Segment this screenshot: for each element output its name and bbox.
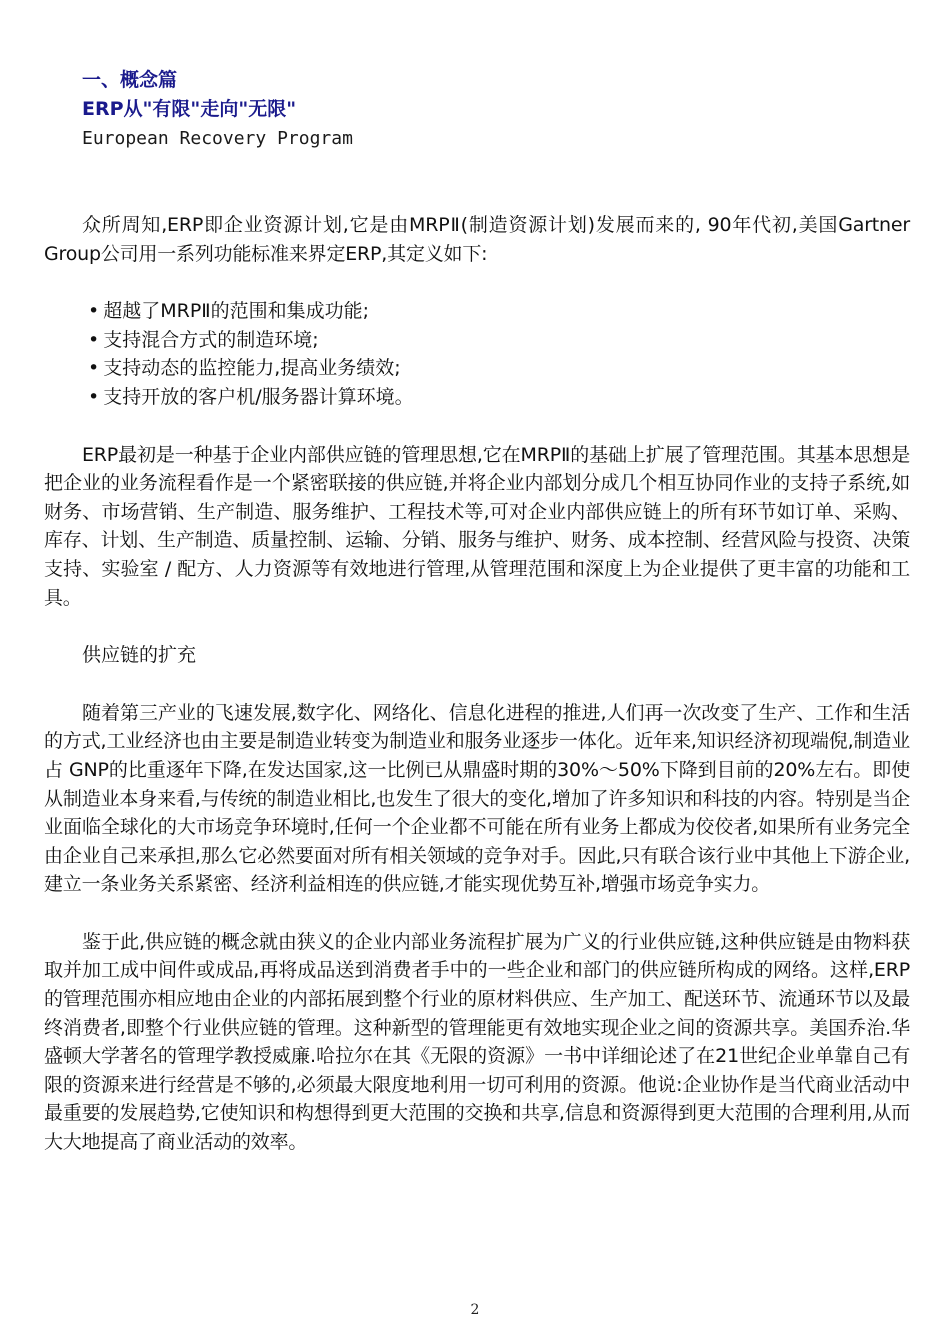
spacer [44, 612, 910, 641]
spacer [44, 670, 910, 699]
definition-item: • 支持混合方式的制造环境; [88, 326, 910, 355]
intro-paragraph: 众所周知,ERP即企业资源计划,它是由MRPⅡ(制造资源计划)发展而来的, 90年代初,美国Gartner Group公司用一系列功能标准来界定ERP,其定义如下: [44, 214, 910, 265]
spacer [44, 268, 910, 297]
section-title: 一、概念篇 [82, 69, 178, 91]
supply-chain-heading: 供应链的扩充 [82, 644, 197, 667]
definition-item: • 超越了MRPⅡ的范围和集成功能; [88, 297, 910, 326]
definition-list [44, 297, 910, 411]
document-body [44, 66, 910, 1157]
page-number: 2 [470, 1302, 480, 1318]
growth-paragraph: 随着第三产业的飞速发展,数字化、网络化、信息化进程的推进,人们再一次改变了生产、工作和生活的方式,工业经济也由主要是制造业转变为制造业和服务业逐步一体化。近年来,知识经济初现端倪,制造业占 GNP的比重逐年下降,在发达国家,这一比例已从鼎盛时期的30%～50%下降到目前的20%左右。即使从制造业本身来看,与传统的制造业相比,也发生了很大的变化,增加了许多知识和科技的内容。特别是当企业面临全球化的大市场竞争环境时,任何一个企业都不可能在所有业务上都成为佼佼者,如果所有业务完全由企业自己来承担,那么它必然要面对所有相关领域的竞争对手。因此,只有联合该行业中其他上下游企业,建立一条业务关系紧密、经济利益相连的供应链,才能实现优势互补,增强市场竞争实力。 [44, 701, 910, 896]
definition-item: • 支持动态的监控能力,提高业务绩效; [88, 354, 910, 383]
document-title: ERP从"有限"走向"无限" [82, 98, 297, 120]
document-subtitle: European Recovery Program [82, 128, 353, 149]
definition-item: • 支持开放的客户机/服务器计算环境。 [88, 383, 910, 412]
concept-paragraph: 鉴于此,供应链的概念就由狭义的企业内部业务流程扩展为广义的行业供应链,这种供应链是由物料获取并加工成中间件或成品,再将成品送到消费者手中的一些企业和部门的供应链所构成的网络。这样,ERP的管理范围亦相应地由企业的内部拓展到整个行业的原材料供应、生产加工、配送环节、流通环节以及最终消费者,即整个行业供应链的管理。这种新型的管理能更有效地实现企业之间的资源共享。美国乔治.华盛顿大学著名的管理学教授威廉.哈拉尔在其《无限的资源》一书中详细论述了在21世纪企业单靠自己有限的资源来进行经营是不够的,必须最大限度地利用一切可利用的资源。他说:企业协作是当代商业活动中最重要的发展趋势,它使知识和构想得到更大范围的交换和共享,信息和资源得到更大范围的合理利用,从而大大地提高了商业活动的效率。 [44, 930, 910, 1154]
spacer [44, 899, 910, 928]
erp-paragraph: ERP最初是一种基于企业内部供应链的管理思想,它在MRPⅡ的基础上扩展了管理范围。其基本思想是把企业的业务流程看作是一个紧密联接的供应链,并将企业内部划分成几个相互协同作业的支持子系统,如财务、市场营销、生产制造、服务维护、工程技术等,可对企业内部供应链上的所有环节如订单、采购、库存、计划、生产制造、质量控制、运输、分销、服务与维护、财务、成本控制、经营风险与投资、决策支持、实验室 / 配方、人力资源等有效地进行管理,从管理范围和深度上为企业提供了更丰富的功能和工具。 [44, 443, 910, 609]
spacer [44, 412, 910, 441]
spacer [44, 153, 910, 211]
